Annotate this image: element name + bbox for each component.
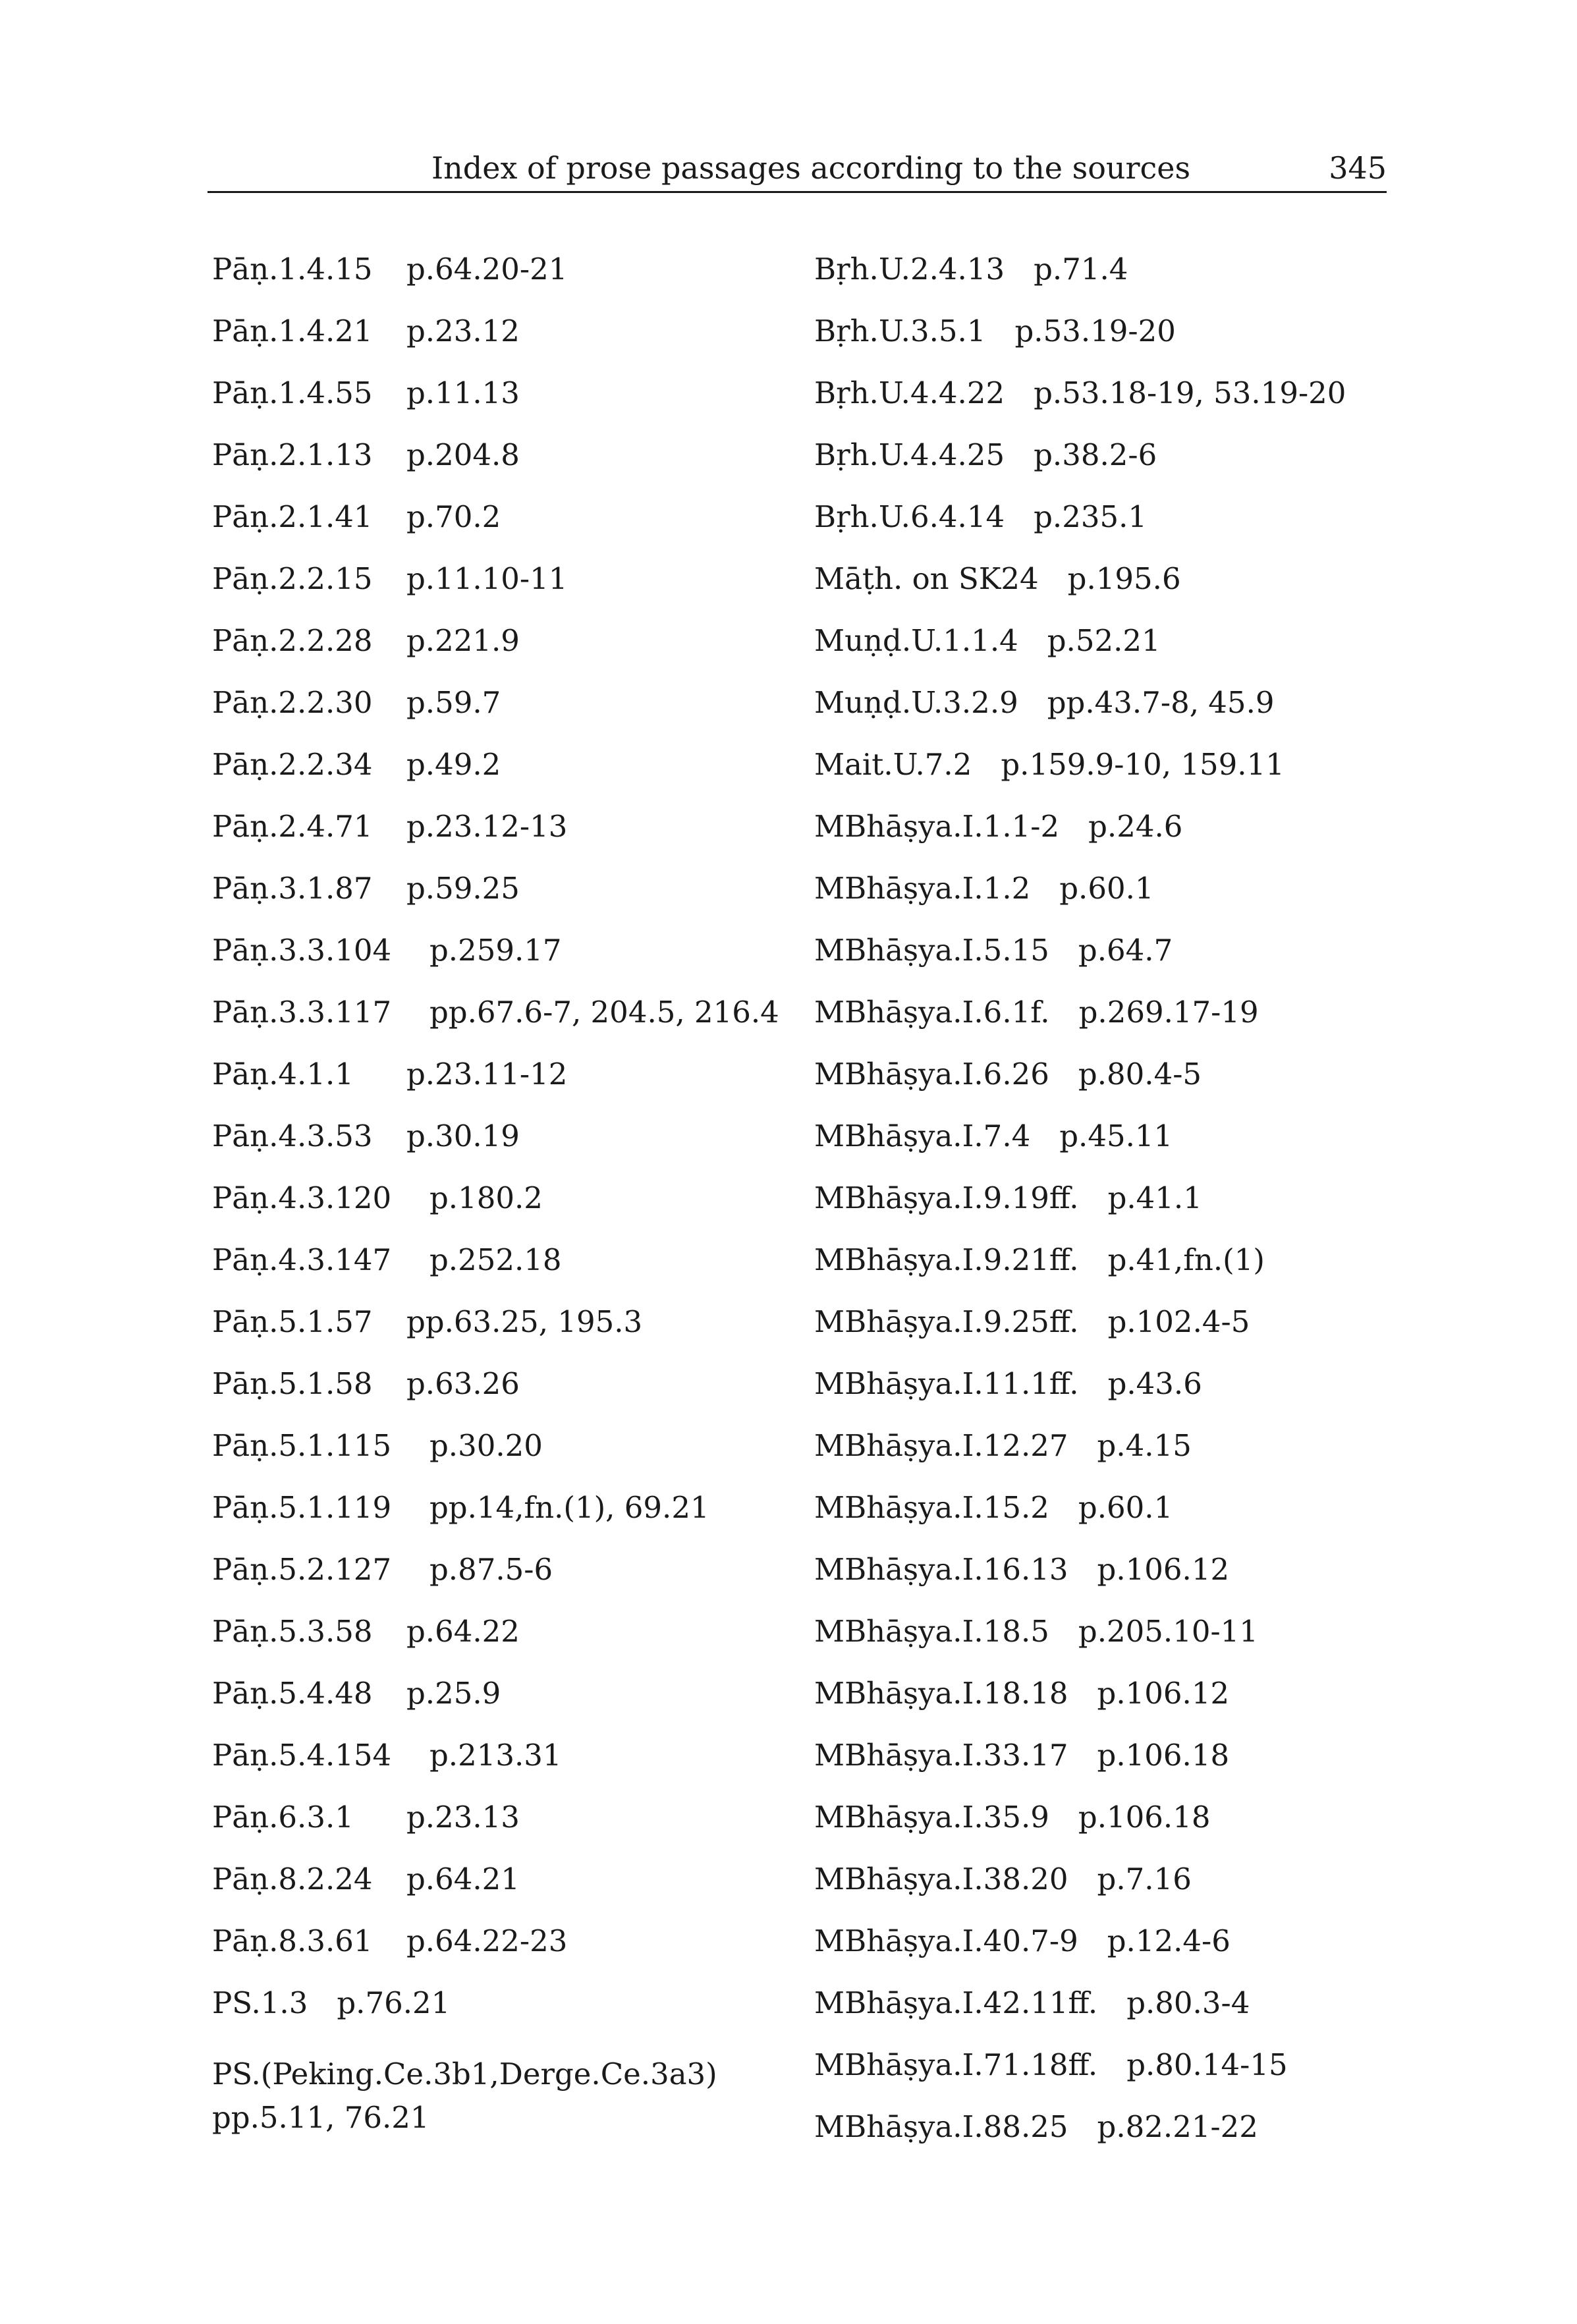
index-entry	[814, 1057, 1374, 1119]
index-entry	[212, 1242, 805, 1304]
entry-source: Bṛh.U.3.5.1	[814, 314, 986, 348]
entry-page-ref: p.80.4-5	[1078, 1057, 1202, 1092]
index-entry	[814, 1614, 1374, 1676]
entry-page-ref: p.87.5-6	[429, 1552, 553, 1587]
entry-source: MBhāṣya.I.9.25ff.	[814, 1304, 1079, 1339]
entry-page-ref: pp.43.7-8, 45.9	[1047, 685, 1275, 720]
entry-page-ref: p.41,fn.(1)	[1107, 1242, 1265, 1277]
entry-source: Mait.U.7.2	[814, 747, 972, 782]
index-entry	[212, 314, 805, 375]
entry-source: Pāṇ.2.4.71	[212, 809, 373, 844]
entry-source: MBhāṣya.I.15.2	[814, 1490, 1049, 1525]
index-entry	[212, 1614, 805, 1676]
entry-source: Pāṇ.5.4.48	[212, 1676, 373, 1711]
entry-page-ref: p.11.13	[406, 375, 520, 410]
entry-source: Pāṇ.4.3.53	[212, 1119, 373, 1153]
index-entry	[212, 1738, 805, 1800]
right-index-column	[814, 252, 1374, 2171]
index-entry	[212, 2053, 805, 2140]
entry-page-ref: p.53.18-19, 53.19-20	[1034, 375, 1346, 410]
entry-source: Pāṇ.5.3.58	[212, 1614, 373, 1649]
index-entry	[814, 1985, 1374, 2047]
entry-page-ref: p.106.18	[1097, 1738, 1230, 1773]
entry-source: Pāṇ.6.3.1	[212, 1800, 354, 1835]
index-entry	[814, 2047, 1374, 2109]
entry-source: Pāṇ.2.2.15	[212, 561, 373, 596]
entry-source: MBhāṣya.I.71.18ff.	[814, 2047, 1098, 2082]
index-entry	[814, 1676, 1374, 1738]
entry-source: Pāṇ.2.1.41	[212, 499, 373, 534]
entry-page-ref: p.43.6	[1107, 1366, 1202, 1401]
entry-source: Pāṇ.2.2.30	[212, 685, 373, 720]
entry-page-ref: p.30.20	[429, 1428, 543, 1463]
entry-page-ref: p.180.2	[429, 1180, 543, 1215]
index-entry	[814, 623, 1374, 685]
entry-source: MBhāṣya.I.1.1-2	[814, 809, 1060, 844]
index-entry	[814, 1366, 1374, 1428]
entry-page-ref: p.71.4	[1034, 252, 1128, 287]
entry-page-ref: p.205.10-11	[1078, 1614, 1258, 1649]
entry-page-ref: p.41.1	[1107, 1180, 1202, 1215]
entry-source: Muṇḍ.U.3.2.9	[814, 685, 1018, 720]
index-entry	[212, 1428, 805, 1490]
entry-source: MBhāṣya.I.88.25	[814, 2109, 1068, 2144]
entry-source: Muṇḍ.U.1.1.4	[814, 623, 1018, 658]
entry-source: MBhāṣya.I.35.9	[814, 1800, 1049, 1835]
index-entry	[814, 499, 1374, 561]
entry-source: Bṛh.U.2.4.13	[814, 252, 1005, 287]
entry-page-ref: p.213.31	[429, 1738, 562, 1773]
index-entry	[814, 314, 1374, 375]
index-entry	[212, 1800, 805, 1862]
entry-page-ref: p.269.17-19	[1078, 995, 1259, 1030]
entry-page-ref: p.38.2-6	[1034, 437, 1157, 472]
index-entry	[814, 995, 1374, 1057]
index-entry	[814, 561, 1374, 623]
entry-source: Pāṇ.5.1.115	[212, 1428, 392, 1463]
entry-page-ref: p.23.12	[406, 314, 520, 348]
index-entry	[212, 1304, 805, 1366]
entry-source: MBhāṣya.I.33.17	[814, 1738, 1068, 1773]
entry-page-ref: p.24.6	[1088, 809, 1183, 844]
entry-page-ref: p.102.4-5	[1107, 1304, 1250, 1339]
index-entry	[814, 1490, 1374, 1552]
entry-source: Māṭh. on SK24	[814, 561, 1039, 596]
index-entry	[814, 437, 1374, 499]
entry-page-ref: p.76.21	[337, 1985, 451, 2020]
entry-page-ref: p.252.18	[429, 1242, 562, 1277]
index-entry	[814, 1552, 1374, 1614]
entry-source: Pāṇ.4.3.147	[212, 1242, 392, 1277]
entry-page-ref: p.70.2	[406, 499, 501, 534]
entry-source: MBhāṣya.I.42.11ff.	[814, 1985, 1098, 2020]
index-entry	[212, 499, 805, 561]
index-entry	[212, 1552, 805, 1614]
entry-page-ref: p.80.3-4	[1126, 1985, 1250, 2020]
entry-page-ref: pp.5.11, 76.21	[212, 2100, 429, 2135]
entry-source: Pāṇ.4.1.1	[212, 1057, 354, 1092]
entry-source: Pāṇ.2.2.28	[212, 623, 373, 658]
entry-page-ref: p.106.12	[1097, 1676, 1230, 1711]
index-entry	[212, 1490, 805, 1552]
entry-page-ref: p.195.6	[1067, 561, 1181, 596]
index-entry	[212, 1862, 805, 1923]
entry-source: MBhāṣya.I.6.26	[814, 1057, 1049, 1092]
entry-source: MBhāṣya.I.18.5	[814, 1614, 1049, 1649]
entry-source: MBhāṣya.I.11.1ff.	[814, 1366, 1079, 1401]
entry-page-ref: p.30.19	[406, 1119, 520, 1153]
entry-source: MBhāṣya.I.1.2	[814, 871, 1031, 906]
entry-page-ref: p.12.4-6	[1107, 1923, 1231, 1958]
entry-source: MBhāṣya.I.16.13	[814, 1552, 1068, 1587]
entry-page-ref: p.23.11-12	[406, 1057, 568, 1092]
index-entry	[814, 871, 1374, 933]
entry-page-ref: p.204.8	[406, 437, 520, 472]
entry-page-ref: pp.63.25, 195.3	[406, 1304, 643, 1339]
index-entry	[814, 1862, 1374, 1923]
index-entry	[212, 375, 805, 437]
entry-source: Pāṇ.5.4.154	[212, 1738, 392, 1773]
entry-source: PS.(Peking.Ce.3b1,Derge.Ce.3a3)	[212, 2057, 717, 2091]
index-entry	[814, 1180, 1374, 1242]
entry-page-ref: p.63.26	[406, 1366, 520, 1401]
index-entry	[212, 685, 805, 747]
entry-page-ref: p.23.13	[406, 1800, 520, 1835]
entry-page-ref: p.11.10-11	[406, 561, 568, 596]
entry-page-ref: p.221.9	[406, 623, 520, 658]
entry-page-ref: p.23.12-13	[406, 809, 568, 844]
running-title: Index of prose passages according to the sources	[431, 150, 1191, 186]
entry-source: PS.1.3	[212, 1985, 308, 2020]
left-index-column	[212, 252, 805, 2140]
entry-page-ref: pp.67.6-7, 204.5, 216.4	[429, 995, 779, 1030]
index-entry	[212, 1676, 805, 1738]
index-entry	[212, 933, 805, 995]
entry-page-ref: p.60.1	[1059, 871, 1154, 906]
index-entry	[212, 1985, 805, 2047]
index-entry	[814, 809, 1374, 871]
entry-source: MBhāṣya.I.6.1f.	[814, 995, 1050, 1030]
entry-source: MBhāṣya.I.9.21ff.	[814, 1242, 1079, 1277]
entry-source: MBhāṣya.I.38.20	[814, 1862, 1068, 1896]
entry-page-ref: p.45.11	[1059, 1119, 1173, 1153]
entry-page-ref: p.64.20-21	[406, 252, 568, 287]
entry-page-ref: p.59.7	[406, 685, 501, 720]
entry-page-ref: p.60.1	[1078, 1490, 1173, 1525]
entry-source: MBhāṣya.I.7.4	[814, 1119, 1031, 1153]
entry-page-ref: p.106.12	[1097, 1552, 1230, 1587]
index-entry	[212, 437, 805, 499]
index-entry	[814, 685, 1374, 747]
index-entry	[212, 1366, 805, 1428]
entry-page-ref: p.235.1	[1034, 499, 1148, 534]
index-entry	[212, 623, 805, 685]
index-entry	[814, 1800, 1374, 1862]
entry-source: Pāṇ.1.4.15	[212, 252, 373, 287]
entry-source: Pāṇ.5.1.58	[212, 1366, 373, 1401]
entry-source: Pāṇ.8.3.61	[212, 1923, 373, 1958]
entry-page-ref: p.106.18	[1078, 1800, 1211, 1835]
index-entry	[814, 1428, 1374, 1490]
entry-source: Pāṇ.8.2.24	[212, 1862, 373, 1896]
entry-source: MBhāṣya.I.5.15	[814, 933, 1049, 968]
entry-source: Pāṇ.3.3.104	[212, 933, 392, 968]
entry-source: MBhāṣya.I.18.18	[814, 1676, 1068, 1711]
entry-page-ref: p.64.22-23	[406, 1923, 568, 1958]
entry-source: Pāṇ.1.4.55	[212, 375, 373, 410]
entry-source: Pāṇ.2.2.34	[212, 747, 373, 782]
entry-source: Pāṇ.5.1.57	[212, 1304, 373, 1339]
entry-source: Pāṇ.5.1.119	[212, 1490, 392, 1525]
entry-page-ref: pp.14,fn.(1), 69.21	[429, 1490, 709, 1525]
entry-source: Pāṇ.1.4.21	[212, 314, 373, 348]
index-entry	[814, 1923, 1374, 1985]
entry-source: Pāṇ.5.2.127	[212, 1552, 392, 1587]
index-entry	[212, 1057, 805, 1119]
entry-source: MBhāṣya.I.40.7-9	[814, 1923, 1078, 1958]
entry-page-ref: p.4.15	[1097, 1428, 1192, 1463]
index-entry	[212, 809, 805, 871]
entry-page-ref: p.159.9-10, 159.11	[1001, 747, 1285, 782]
entry-source: Pāṇ.3.3.117	[212, 995, 392, 1030]
index-entry	[814, 1242, 1374, 1304]
index-entry	[814, 375, 1374, 437]
index-entry	[212, 252, 805, 314]
entry-source: Bṛh.U.4.4.22	[814, 375, 1005, 410]
entry-source: Bṛh.U.6.4.14	[814, 499, 1005, 534]
index-entry	[814, 1119, 1374, 1180]
entry-page-ref: p.7.16	[1097, 1862, 1192, 1896]
entry-page-ref: p.49.2	[406, 747, 501, 782]
index-entry	[212, 871, 805, 933]
index-entry	[814, 1304, 1374, 1366]
entry-page-ref: p.59.25	[406, 871, 520, 906]
entry-source: Pāṇ.2.1.13	[212, 437, 373, 472]
entry-page-ref: p.82.21-22	[1097, 2109, 1258, 2144]
index-entry	[814, 933, 1374, 995]
entry-page-ref: p.52.21	[1047, 623, 1161, 658]
index-entry	[212, 747, 805, 809]
entry-source: Pāṇ.3.1.87	[212, 871, 373, 906]
entry-page-ref: p.25.9	[406, 1676, 501, 1711]
entry-source: MBhāṣya.I.9.19ff.	[814, 1180, 1079, 1215]
index-entry	[212, 1119, 805, 1180]
entry-page-ref: p.80.14-15	[1126, 2047, 1288, 2082]
entry-page-ref: p.64.22	[406, 1614, 520, 1649]
entry-page-ref: p.64.21	[406, 1862, 520, 1896]
index-entry	[814, 747, 1374, 809]
index-entry	[212, 995, 805, 1057]
index-entry	[212, 1180, 805, 1242]
entry-source: Pāṇ.4.3.120	[212, 1180, 392, 1215]
entry-source: MBhāṣya.I.12.27	[814, 1428, 1068, 1463]
index-entry	[212, 1923, 805, 1985]
index-entry	[814, 1738, 1374, 1800]
entry-page-ref: p.53.19-20	[1014, 314, 1176, 348]
page-header	[208, 145, 1387, 193]
entry-page-ref: p.259.17	[429, 933, 562, 968]
index-entry	[814, 2109, 1374, 2171]
entry-source: Bṛh.U.4.4.25	[814, 437, 1005, 472]
entry-page-ref: p.64.7	[1078, 933, 1173, 968]
page-number: 345	[1329, 150, 1387, 186]
index-entry	[212, 561, 805, 623]
index-entry	[814, 252, 1374, 314]
